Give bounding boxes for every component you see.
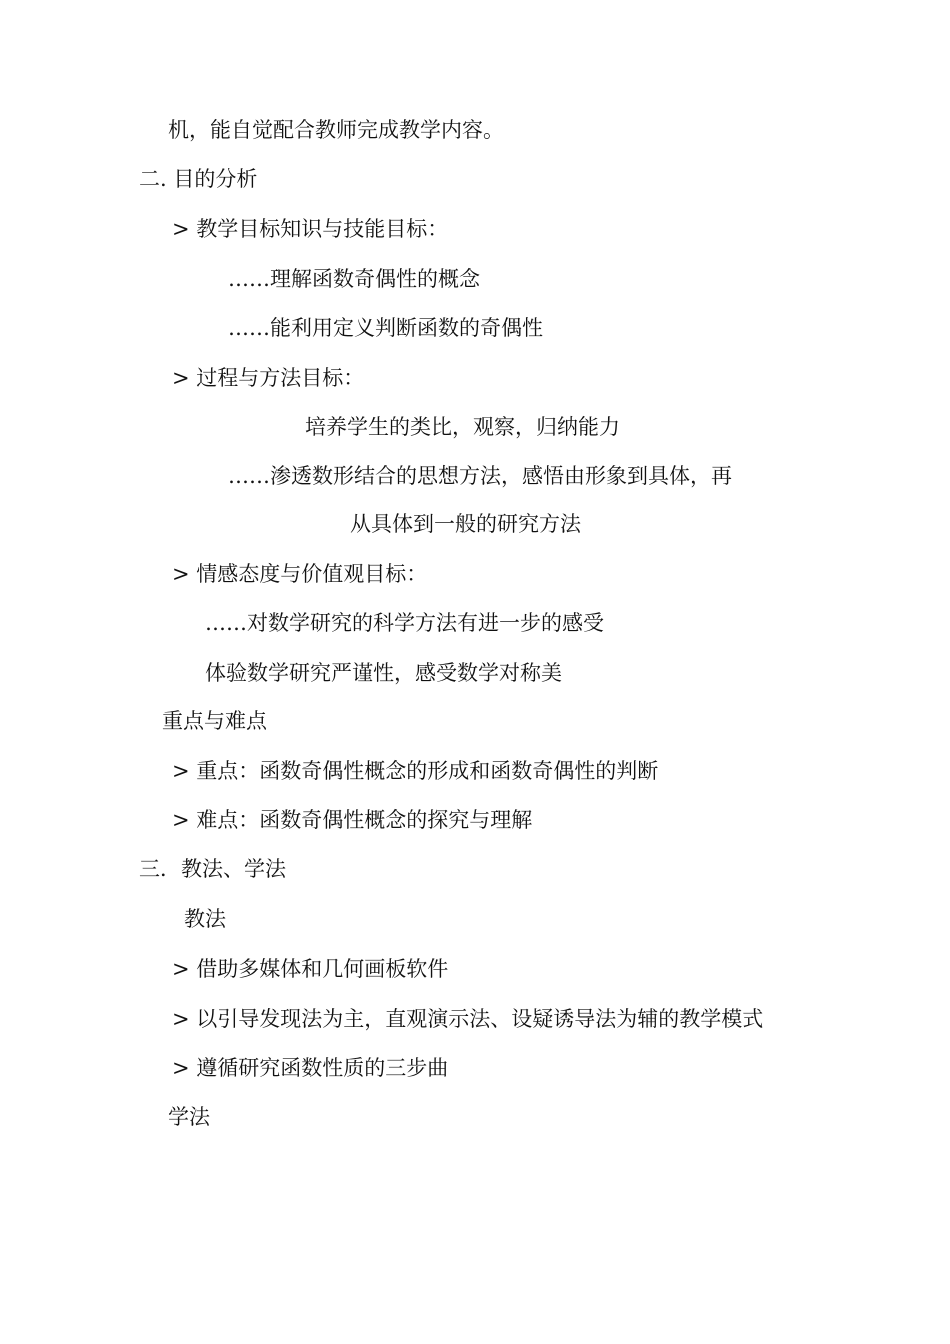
bullet-heading: > 情感态度与价值观目标： [172,562,428,586]
subsection-heading: 学法 [168,1105,210,1129]
text-line: ……理解函数奇偶性的概念 [228,267,480,291]
bullet-item: > 借助多媒体和几何画板软件 [172,957,449,981]
text-line: 体验数学研究严谨性，感受数学对称美 [205,661,562,685]
text-line: 从具体到一般的研究方法 [350,512,581,536]
text-line: 培养学生的类比，观察，归纳能力 [305,415,620,439]
section-heading: 二. 目的分析 [139,167,258,191]
bullet-item: > 难点：函数奇偶性概念的探究与理解 [172,808,533,832]
text-line: ……渗透数形结合的思想方法，感悟由形象到具体，再 [228,464,732,488]
bullet-heading: > 教学目标知识与技能目标： [172,217,449,241]
bullet-item: > 遵循研究函数性质的三步曲 [172,1056,449,1080]
subsection-heading: 重点与难点 [162,709,267,733]
bullet-heading: > 过程与方法目标： [172,366,365,390]
bullet-item: > 重点：函数奇偶性概念的形成和函数奇偶性的判断 [172,759,659,783]
bullet-item: > 以引导发现法为主，直观演示法、设疑诱导法为辅的教学模式 [172,1007,764,1031]
section-heading: 三．教法、学法 [139,857,286,881]
text-line: ……对数学研究的科学方法有进一步的感受 [205,611,604,635]
text-line: 机，能自觉配合教师完成教学内容。 [168,118,504,142]
subsection-heading: 教法 [184,907,226,931]
text-line: ……能利用定义判断函数的奇偶性 [228,316,543,340]
